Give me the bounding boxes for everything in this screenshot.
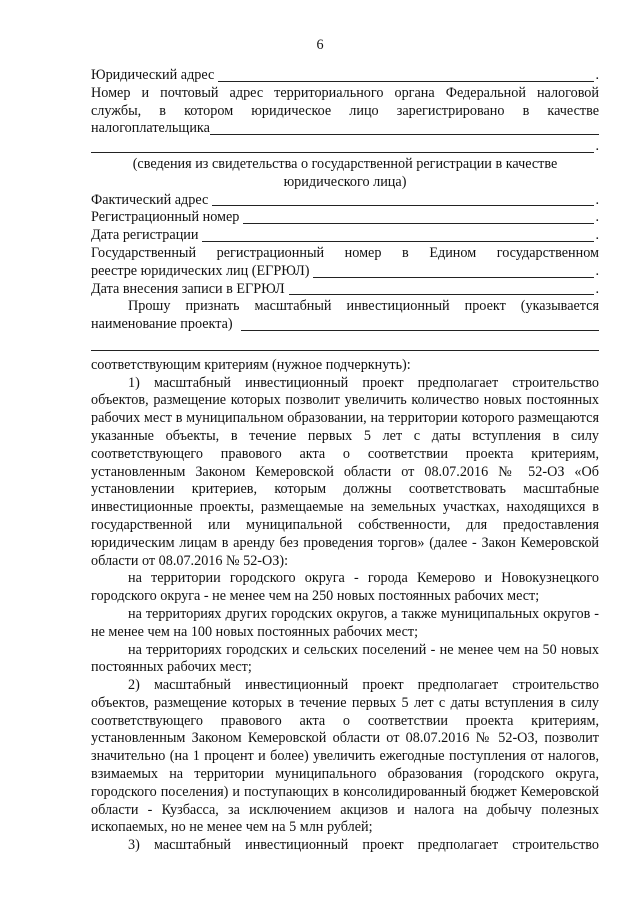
registration-note: (сведения из свидетельства о государственной регистрации в качестве юридического лица)	[132, 155, 558, 190]
tax-authority-line3: налогоплательщика	[91, 120, 210, 137]
period-mark: .	[595, 227, 599, 244]
period-mark: .	[595, 262, 599, 279]
legal-address-label: Юридический адрес	[91, 67, 215, 83]
tax-authority-row	[91, 120, 599, 138]
period-mark: .	[595, 280, 599, 297]
criterion-1a: на территории городского округа - города Кемерово и Новокузнецкого городского округа - не менее чем на 250 новых постоянных рабочих мест;	[91, 570, 599, 605]
registration-number-row	[91, 209, 599, 227]
egrul-number-row	[91, 263, 599, 281]
criterion-1: 1) масштабный инвестиционный проект предполагает строительство объектов, размещение которых позволит увеличить количество новых постоянных рабочих мест в муниципальном образовании, на территории которого размещаются указанные объекты, в течение первых 5 лет с даты вступления в силу соответствующего правового акта о соответствии проекта критериям, установленным Законом Кемеровской области от 08.07.2016 № 52-ОЗ «Об установлении критериев, которым должны соответствовать масштабные инвестиционные проекты, размещаемые на земельных участках, находящихся в государственной или муниципальной собственности, для предоставления юридическим лицам в аренду без проведения торгов» (далее - Закон Кемеровской области от 08.07.2016 № 52-ОЗ):	[91, 374, 599, 569]
form-content	[91, 67, 599, 855]
project-name-row	[91, 316, 599, 334]
criteria-intro: соответствующим критериям (нужное подчеркнуть):	[91, 356, 411, 373]
tax-authority-line1: Номер и почтовый адрес территориального органа Федеральной налоговой	[91, 84, 599, 101]
legal-address-field[interactable]	[218, 68, 594, 82]
period-mark: .	[595, 209, 599, 226]
egrul-number-line1: Государственный регистрационный номер в Едином государственном	[91, 244, 599, 261]
egrul-date-row	[91, 281, 599, 299]
criterion-1c: на территориях городских и сельских поселений - не менее чем на 50 новых постоянных рабочих мест;	[91, 641, 599, 676]
criterion-2: 2) масштабный инвестиционный проект предполагает строительство объектов, размещение которых в течение первых 5 лет с даты вступления в силу соответствующего правового акта о соответствии проекта критериям, установленным Законом Кемеровской области от 08.07.2016 № 52-ОЗ, позволит значительно (на 1 процент и более) увеличить ежегодные поступления от налогов, взимаемых на территории муниципального образования (городского округа, городского поселения) и поступающих в консолидированный бюджет Кемеровской области - Кузбасса, за исключением акцизов и налога на добычу полезных ископаемых, но не менее чем на 5 млн рублей;	[91, 677, 599, 836]
period-mark: .	[595, 191, 599, 208]
registration-date-field[interactable]	[202, 228, 594, 242]
tax-authority-field[interactable]	[210, 121, 599, 135]
registration-number-field[interactable]	[243, 210, 594, 224]
legal-address-row	[91, 67, 599, 85]
page-number: 6	[316, 37, 324, 53]
egrul-number-label: реестре юридических лиц (ЕГРЮЛ)	[91, 262, 310, 279]
project-name-field[interactable]	[241, 317, 599, 331]
project-name-label: наименование проекта)	[91, 316, 233, 333]
registration-number-label: Регистрационный номер	[91, 209, 240, 226]
actual-address-field[interactable]	[212, 192, 594, 206]
egrul-date-field[interactable]	[289, 281, 595, 295]
request-line1: Прошу признать масштабный инвестиционный проект (указывается	[128, 298, 599, 315]
tax-authority-field-2[interactable]	[91, 139, 594, 153]
project-name-row2	[91, 336, 599, 354]
tax-authority-line2: службы, в котором юридическое лицо зарегистрировано в качестве	[91, 102, 599, 119]
period-mark: .	[595, 138, 599, 155]
actual-address-row	[91, 192, 599, 210]
criterion-3-start: 3) масштабный инвестиционный проект предполагает строительство	[128, 837, 599, 854]
egrul-date-label: Дата внесения записи в ЕГРЮЛ	[91, 280, 285, 297]
egrul-number-field[interactable]	[313, 264, 594, 278]
project-name-field-2[interactable]	[91, 337, 599, 351]
actual-address-label: Фактический адрес	[91, 191, 209, 208]
period-mark: .	[595, 67, 599, 83]
registration-date-row	[91, 227, 599, 245]
tax-authority-row2	[91, 138, 599, 156]
registration-date-label: Дата регистрации	[91, 227, 199, 244]
criterion-1b: на территориях других городских округов, а также муниципальных округов - не менее чем на 100 новых постоянных рабочих мест;	[91, 605, 599, 640]
